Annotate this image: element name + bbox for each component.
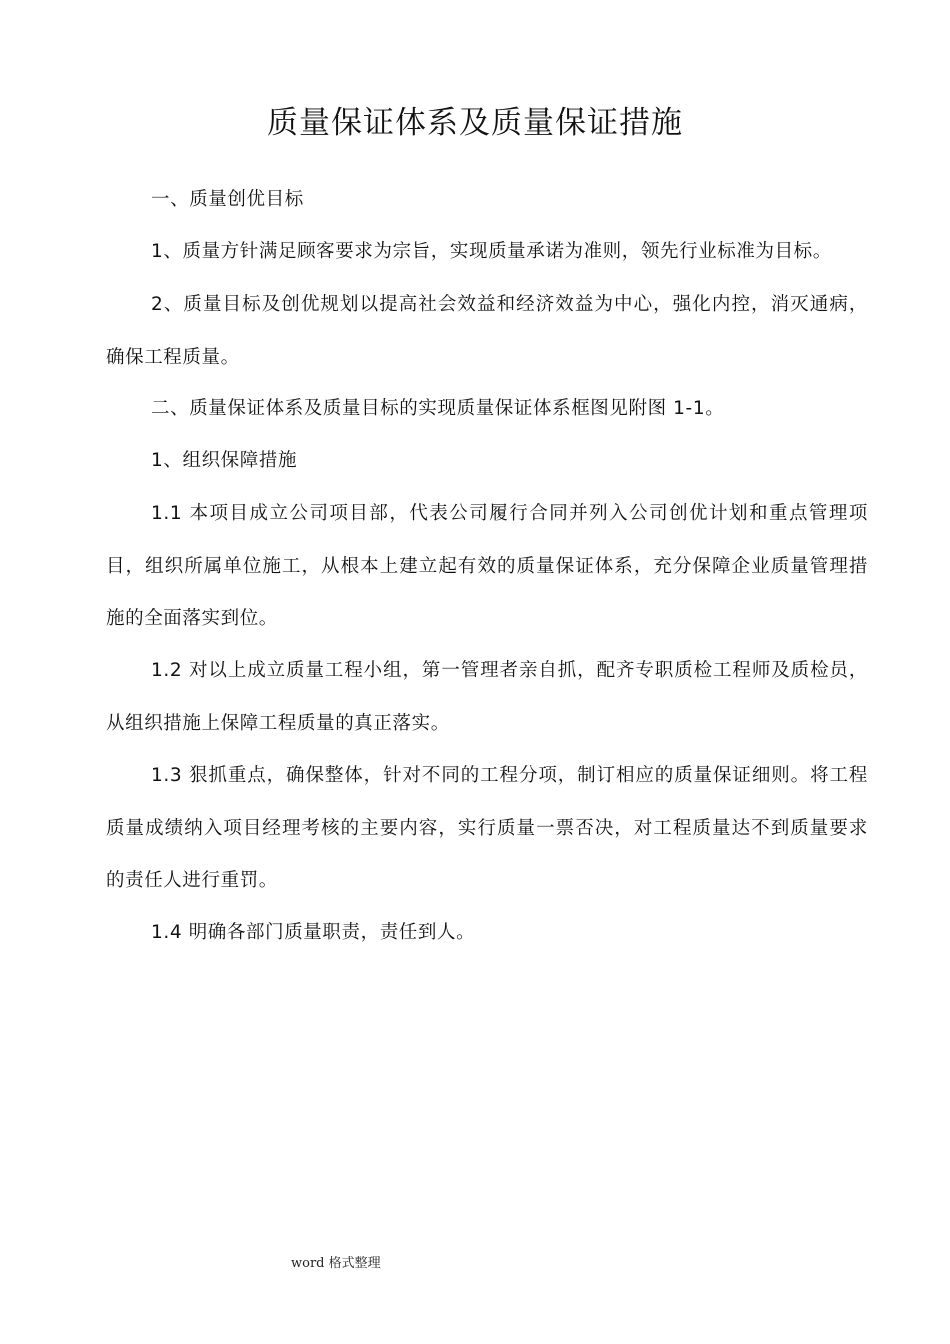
document-title: 质量保证体系及质量保证措施 (267, 105, 683, 141)
paragraph-1-3: 1.3 狠抓重点，确保整体，针对不同的工程分项，制订相应的质量保证细则。将工程质量成绩纳入项目经理考核的主要内容，实行质量一票否决，对工程质量达不到质量要求的责任人进行重罚。 (106, 765, 868, 891)
paragraph-1-2: 1.2 对以上成立质量工程小组，第一管理者亲自抓，配齐专职质检工程师及质检员，从组织措施上保障工程质量的真正落实。 (106, 660, 868, 734)
paragraph-quality-target: 2、质量目标及创优规划以提高社会效益和经济效益为中心，强化内控，消灭通病，确保工程质量。 (106, 294, 868, 368)
paragraph-quality-policy: 1、质量方针满足顾客要求为宗旨，实现质量承诺为准则，领先行业标准为目标。 (151, 241, 832, 262)
section-heading-quality-system: 二、质量保证体系及质量目标的实现质量保证体系框图见附图 1-1。 (151, 398, 725, 419)
subsection-heading-organization: 1、组织保障措施 (151, 450, 298, 471)
paragraph-1-4: 1.4 明确各部门质量职责，责任到人。 (151, 922, 476, 943)
paragraph-1-1: 1.1 本项目成立公司项目部，代表公司履行合同并列入公司创优计划和重点管理项目，组织所属单位施工，从根本上建立起有效的质量保证体系，充分保障企业质量管理措施的全面落实到位。 (106, 503, 868, 629)
section-heading-quality-goal: 一、质量创优目标 (151, 189, 304, 210)
footer-note: word 格式整理 (291, 1256, 381, 1271)
